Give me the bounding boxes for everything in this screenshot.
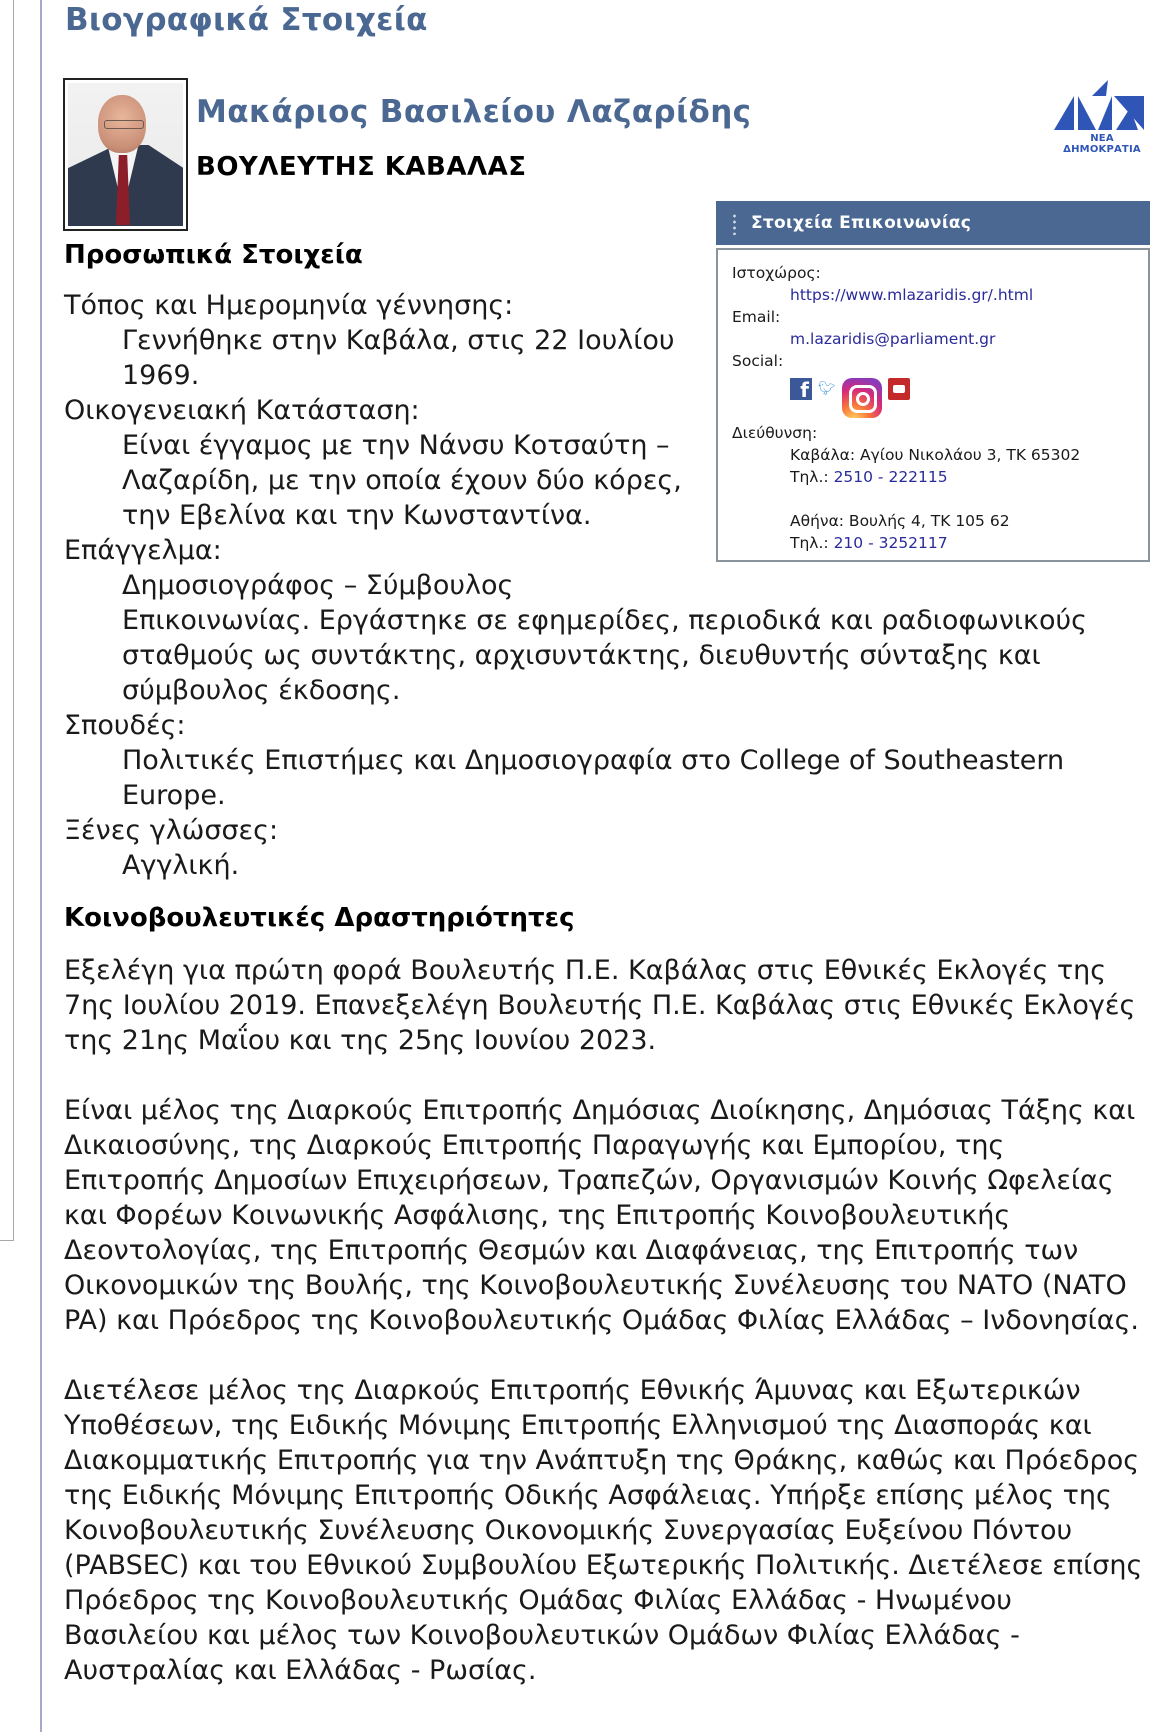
youtube-icon[interactable]	[888, 378, 910, 400]
email-link[interactable]: m.lazaridis@parliament.gr	[790, 330, 996, 348]
family-line-3: την Εβελίνα και την Κωνσταντίνα.	[122, 500, 592, 531]
parliamentary-text	[64, 953, 1149, 1688]
family-label: Οικογενειακή Κατάσταση:	[64, 395, 420, 426]
address-label: Διεύθυνση:	[732, 424, 818, 442]
personal-info-heading: Προσωπικά Στοιχεία	[64, 240, 363, 270]
mp-role: ΒΟΥΛΕΥΤΗΣ ΚΑΒΑΛΑΣ	[196, 152, 527, 182]
facebook-icon[interactable]: f	[790, 378, 812, 400]
athens-phone-label: Τηλ.:	[790, 534, 829, 552]
parliamentary-paragraph-1: Εξελέγη για πρώτη φορά Βουλευτής Π.Ε. Καβάλας στις Εθνικές Εκλογές της 7ης Ιουλίου 2019. Επανεξελέγη Βουλευτής Π.Ε. Καβάλας στις Εθνικές Εκλογές της 21ης Μαΐου και της 25ης Ιουνίου 2023.	[64, 955, 1136, 1056]
instagram-icon[interactable]	[842, 378, 882, 418]
kavala-address: Καβάλα: Αγίου Νικολάου 3, ΤΚ 65302	[790, 446, 1081, 464]
contact-panel-body	[716, 248, 1150, 562]
twitter-icon[interactable]: 🐦︎	[818, 381, 836, 397]
mp-name: Μακάριος Βασιλείου Λαζαρίδης	[196, 94, 752, 130]
parliamentary-paragraph-2: Είναι μέλος της Διαρκούς Επιτροπής Δημόσιας Διοίκησης, Δημόσιας Τάξης και Δικαιοσύνης, της Διαρκούς Επιτροπής Παραγωγής και Εμπορίου, της Επιτροπής Δημοσίων Επιχειρήσεων, Τραπεζών, Οργανισμών Κοινής Ωφελείας και Φορέων Κοινωνικής Ασφάλισης, της Επιτροπής Κοινοβουλευτικής Δεοντολογίας, της Επιτροπής Θεσμών και Διαφάνειας, της Επιτροπής των Οικονομικών της Βουλής, της Κοινοβουλευτικής Συνέλευσης του ΝΑΤΟ (NATO PA) και Πρόεδρος της Κοινοβουλευτικής Ομάδας Φιλίας Ελλάδας – Ινδονησίας.	[64, 1095, 1140, 1336]
social-links	[790, 378, 1148, 420]
languages-label: Ξένες γλώσσες:	[64, 815, 279, 846]
website-link[interactable]: https://www.mlazaridis.gr/.html	[790, 286, 1034, 304]
social-label: Social:	[732, 352, 784, 370]
languages-value: Αγγλική.	[122, 850, 240, 881]
contact-panel-title: Στοιχεία Επικοινωνίας	[751, 213, 972, 233]
family-line-2: Λαζαρίδη, με την οποία έχουν δύο κόρες,	[122, 465, 682, 496]
personal-info-list	[64, 288, 704, 603]
portrait-image	[68, 83, 183, 226]
parliamentary-heading: Κοινοβουλευτικές Δραστηριότητες	[64, 903, 575, 933]
athens-address: Αθήνα: Βουλής 4, ΤΚ 105 62	[790, 512, 1010, 530]
profile-photo	[63, 78, 188, 231]
side-panel-frame	[0, 0, 14, 1241]
email-label: Email:	[732, 308, 781, 326]
profession-label: Επάγγελμα:	[64, 535, 222, 566]
birth-line-1: Γεννήθηκε στην Καβάλα, στις 22 Ιουλίου	[122, 325, 675, 356]
studies-value: Πολιτικές Επιστήμες και Δημοσιογραφία στο College of Southeastern Europe.	[122, 745, 1065, 811]
website-label: Ιστοχώρος:	[732, 264, 821, 282]
kavala-phone-label: Τηλ.:	[790, 468, 829, 486]
drag-handle-icon[interactable]	[733, 213, 736, 235]
party-logo-text: ΝΕΑ ΔΗΜΟΚΡΑΤΙΑ	[1063, 133, 1141, 155]
personal-info-list-cont	[64, 603, 1124, 883]
studies-label: Σπουδές:	[64, 710, 186, 741]
content-left-border	[40, 0, 42, 1732]
contact-panel	[716, 201, 1150, 562]
parliamentary-paragraph-3: Διετέλεσε μέλος της Διαρκούς Επιτροπής Εθνικής Άμυνας και Εξωτερικών Υποθέσεων, της Ειδικής Μόνιμης Επιτροπής Ελληνισμού της Διασποράς και Διακομματικής Επιτροπής για την Ανάπτυξη της Θράκης, καθώς και Πρόεδρος της Ειδικής Μόνιμης Επιτροπής Οδικής Ασφάλειας. Υπήρξε επίσης μέλος της Κοινοβουλευτικής Συνέλευσης Οικονομικής Συνεργασίας Ευξείνου Πόντου (PABSEC) και του Εθνικού Συμβουλίου Εξωτερικής Πολιτικής. Διετέλεσε επίσης Πρόεδρος της Κοινοβουλευτικής Ομάδας Φιλίας Ελλάδας - Ηνωμένου Βασιλείου και μέλος των Κοινοβουλευτικών Ομάδων Φιλίας Ελλάδας - Αυστραλίας και Ελλάδας - Ρωσίας.	[64, 1375, 1143, 1686]
contact-panel-header[interactable]	[716, 201, 1150, 245]
birth-line-2: 1969.	[122, 360, 200, 391]
kavala-phone-link[interactable]: 2510 - 222115	[833, 468, 948, 486]
page-title: Βιογραφικά Στοιχεία	[65, 2, 428, 38]
family-line-1: Είναι έγγαμος με την Νάνσυ Κοτσαύτη –	[122, 430, 670, 461]
profession-line-1: Δημοσιογράφος – Σύμβουλος	[122, 570, 514, 601]
birth-label: Τόπος και Ημερομηνία γέννησης:	[64, 290, 514, 321]
profession-detail: Επικοινωνίας. Εργάστηκε σε εφημερίδες, περιοδικά και ραδιοφωνικούς σταθμούς ως συντάκτης, αρχισυντάκτης, διευθυντής σύνταξης και σύμβουλος έκδοσης.	[122, 605, 1087, 706]
athens-phone-link[interactable]: 210 - 3252117	[833, 534, 948, 552]
